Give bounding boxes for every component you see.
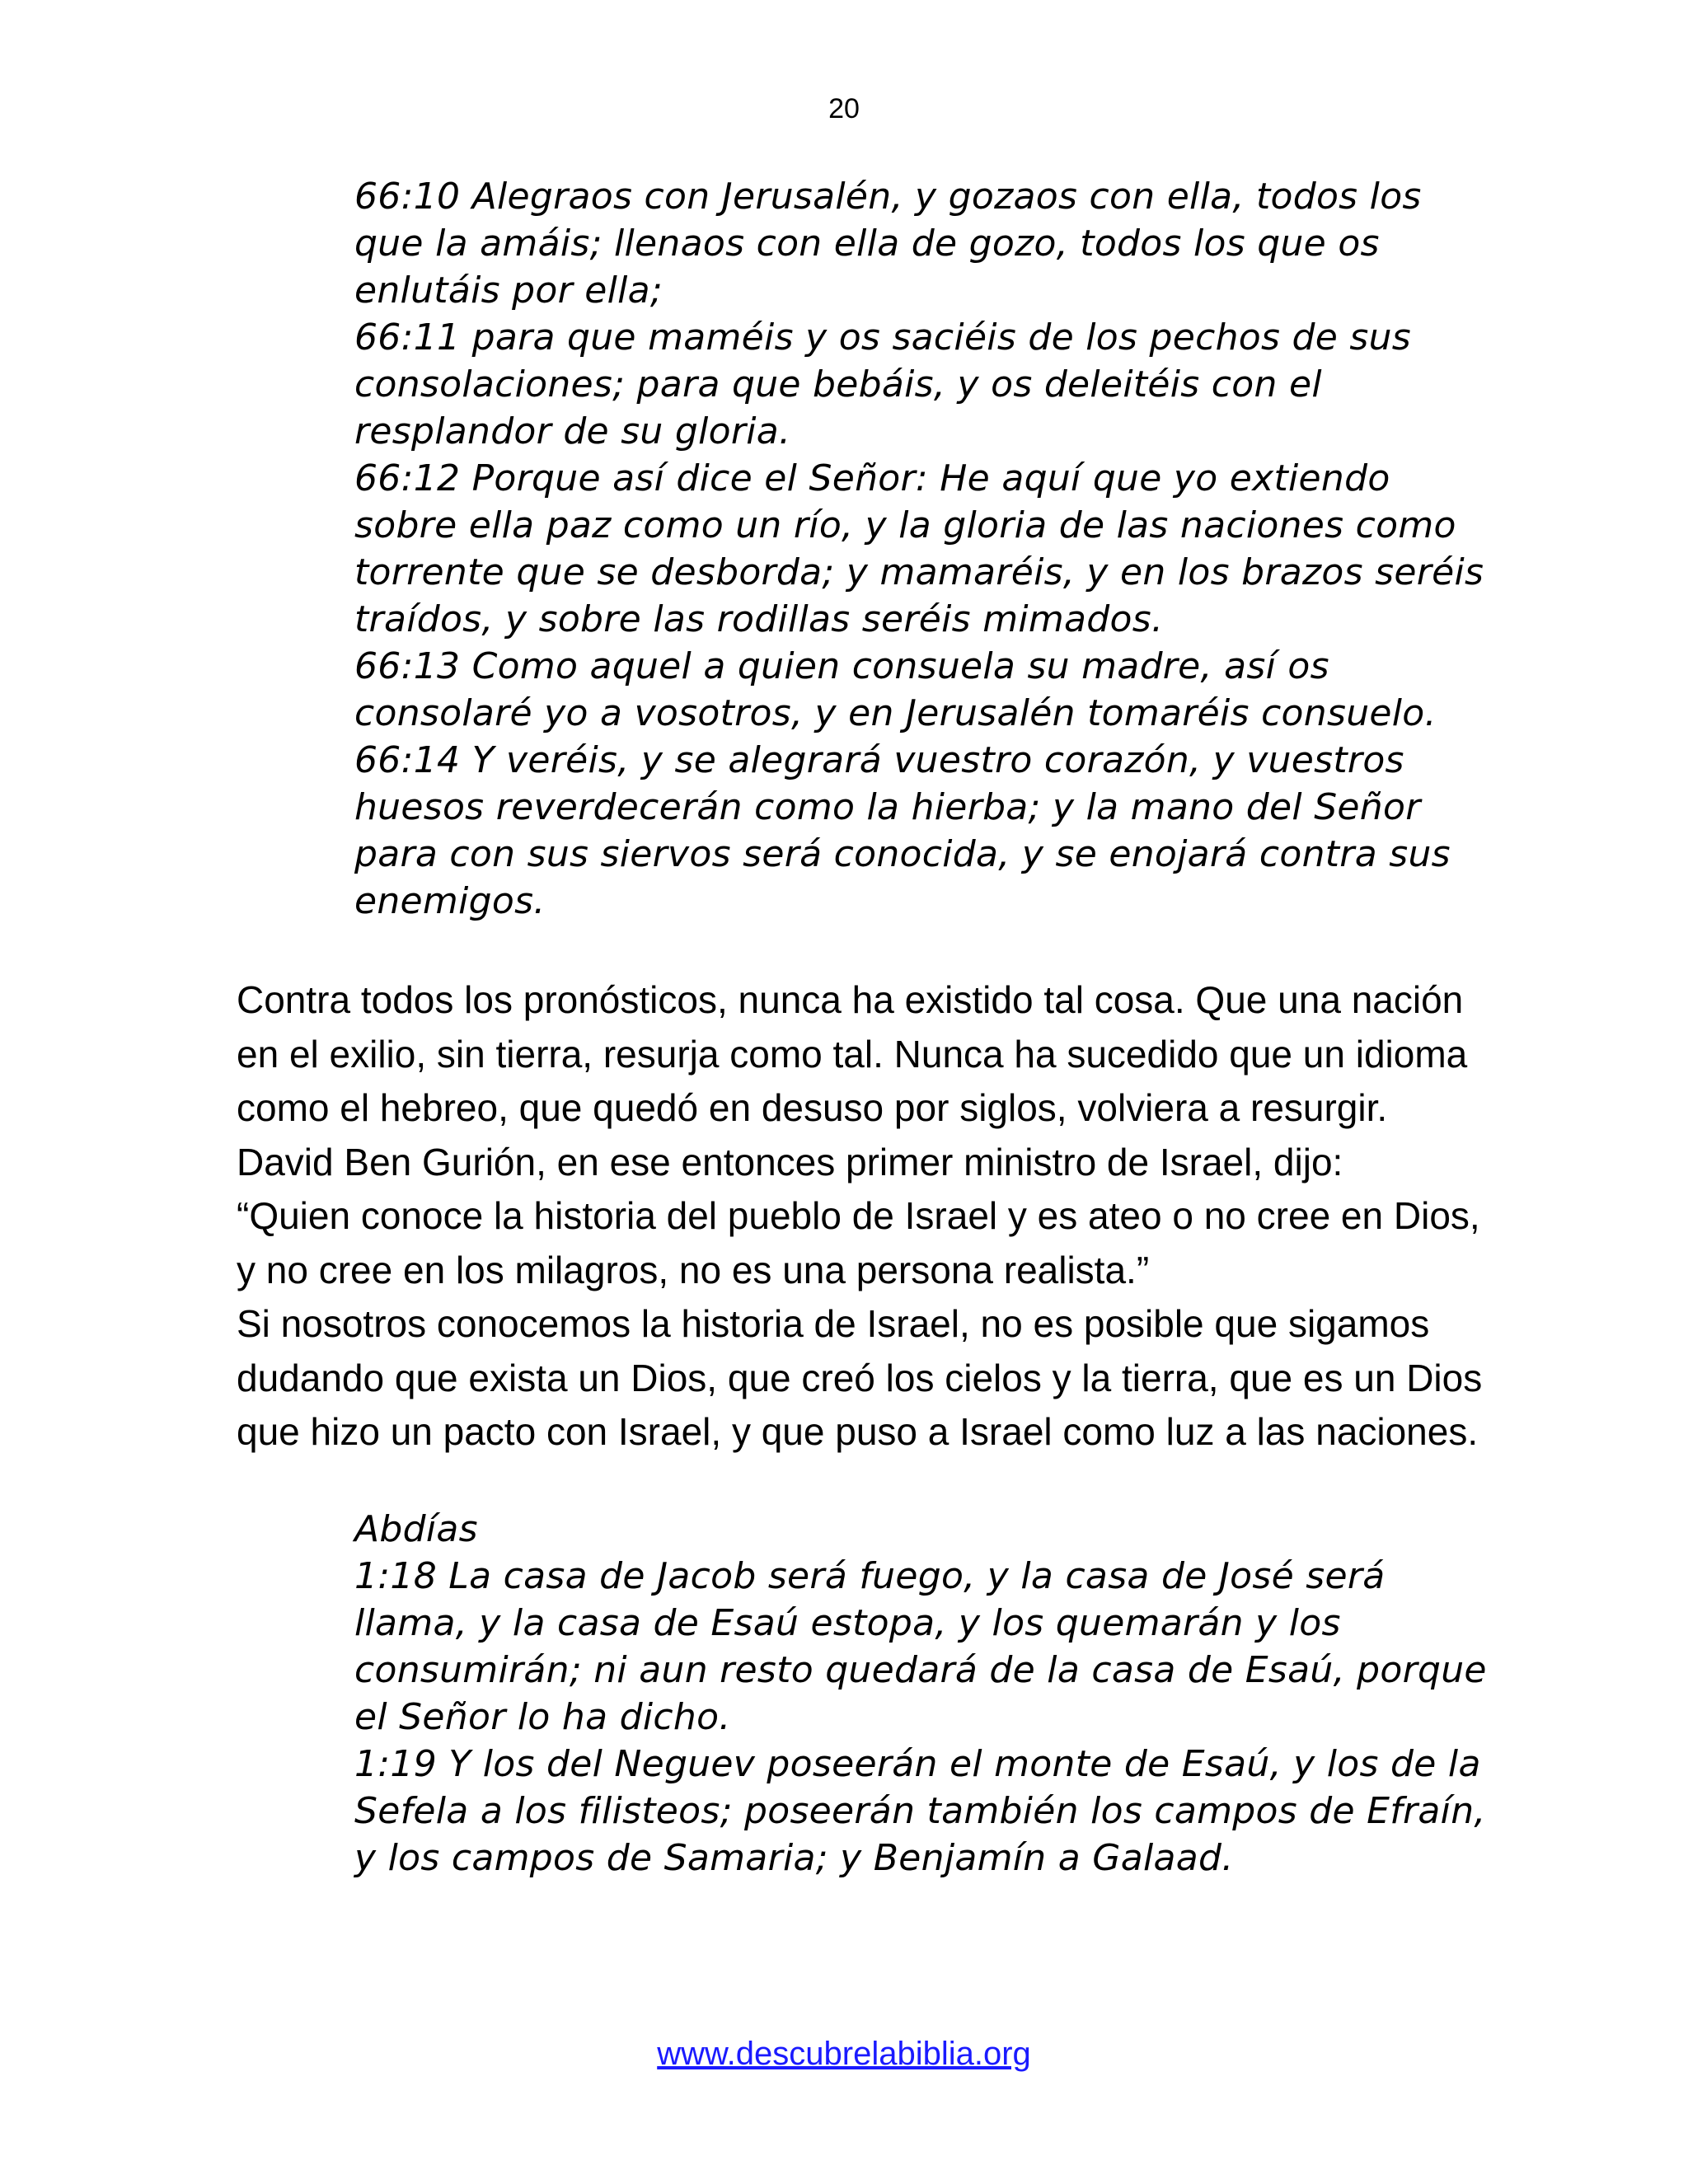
paragraph-line: y no cree en los milagros, no es una persona realista.” [237, 1248, 1150, 1291]
footer [0, 2033, 1688, 2074]
verse-line: consolaré yo a vosotros, y en Jerusalén tomaréis consuelo. [354, 692, 1437, 734]
verse-line: 1:18 La casa de Jacob será fuego, y la casa de José será [354, 1555, 1386, 1597]
verse-line: enlutáis por ella; [354, 269, 663, 312]
paragraph-line: dudando que exista un Dios, que creó los cielos y la tierra, que es un Dios [237, 1356, 1483, 1399]
verse-line: 66:11 para que maméis y os saciéis de los pechos de sus [354, 316, 1412, 359]
verse-line: 66:10 Alegraos con Jerusalén, y gozaos con ella, todos los [354, 176, 1422, 218]
paragraph-line: “Quien conoce la historia del pueblo de Israel y es ateo o no cree en Dios, [237, 1194, 1480, 1237]
verse-line: y los campos de Samaria; y Benjamín a Galaad. [354, 1837, 1234, 1879]
website-link[interactable]: www.descubrelabiblia.org [657, 2036, 1031, 2072]
paragraph-line: que hizo un pacto con Israel, y que puso a Israel como luz a las naciones. [237, 1410, 1479, 1453]
book-heading: Abdías [354, 1508, 478, 1550]
verse-line: enemigos. [354, 880, 546, 922]
page-number: 20 [828, 93, 860, 124]
verse-line: 1:19 Y los del Neguev poseerán el monte de Esaú, y los de la [354, 1743, 1481, 1785]
paragraph-line: Contra todos los pronósticos, nunca ha existido tal cosa. Que una nación [237, 978, 1464, 1021]
verse-line: 66:14 Y veréis, y se alegrará vuestro corazón, y vuestros [354, 739, 1404, 781]
paragraph-line: en el exilio, sin tierra, resurja como tal. Nunca ha sucedido que un idioma [237, 1032, 1468, 1076]
verse-line: traídos, y sobre las rodillas seréis mimados. [354, 598, 1164, 640]
paragraph-line: Si nosotros conocemos la historia de Israel, no es posible que sigamos [237, 1302, 1430, 1345]
isaiah-passage [354, 173, 1591, 925]
verse-line: llama, y la casa de Esaú estopa, y los quemarán y los [354, 1602, 1341, 1644]
verse-line: huesos reverdecerán como la hierba; y la mano del Señor [354, 786, 1421, 828]
verse-line: para con sus siervos será conocida, y se enojará contra sus [354, 833, 1451, 875]
paragraph-line: como el hebreo, que quedó en desuso por siglos, volviera a resurgir. [237, 1086, 1388, 1129]
paragraph-line: David Ben Gurión, en ese entonces primer ministro de Israel, dijo: [237, 1140, 1343, 1183]
verse-line: consumirán; ni aun resto quedará de la casa de Esaú, porque [354, 1649, 1487, 1691]
verse-line: que la amáis; llenaos con ella de gozo, todos los que os [354, 223, 1380, 265]
verse-line: consolaciones; para que bebáis, y os deleitéis con el [354, 363, 1322, 405]
verse-line: el Señor lo ha dicho. [354, 1696, 731, 1738]
commentary-paragraph [237, 973, 1654, 1460]
verse-line: Sefela a los filisteos; poseerán también los campos de Efraín, [354, 1790, 1486, 1832]
verse-line: sobre ella paz como un río, y la gloria de las naciones como [354, 504, 1456, 546]
verse-line: resplandor de su gloria. [354, 410, 791, 452]
obadiah-passage [354, 1506, 1591, 1882]
verse-line: torrente que se desborda; y mamaréis, y en los brazos seréis [354, 551, 1484, 593]
verse-line: 66:12 Porque así dice el Señor: He aquí que yo extiendo [354, 457, 1390, 499]
verse-line: 66:13 Como aquel a quien consuela su madre, así os [354, 645, 1329, 687]
